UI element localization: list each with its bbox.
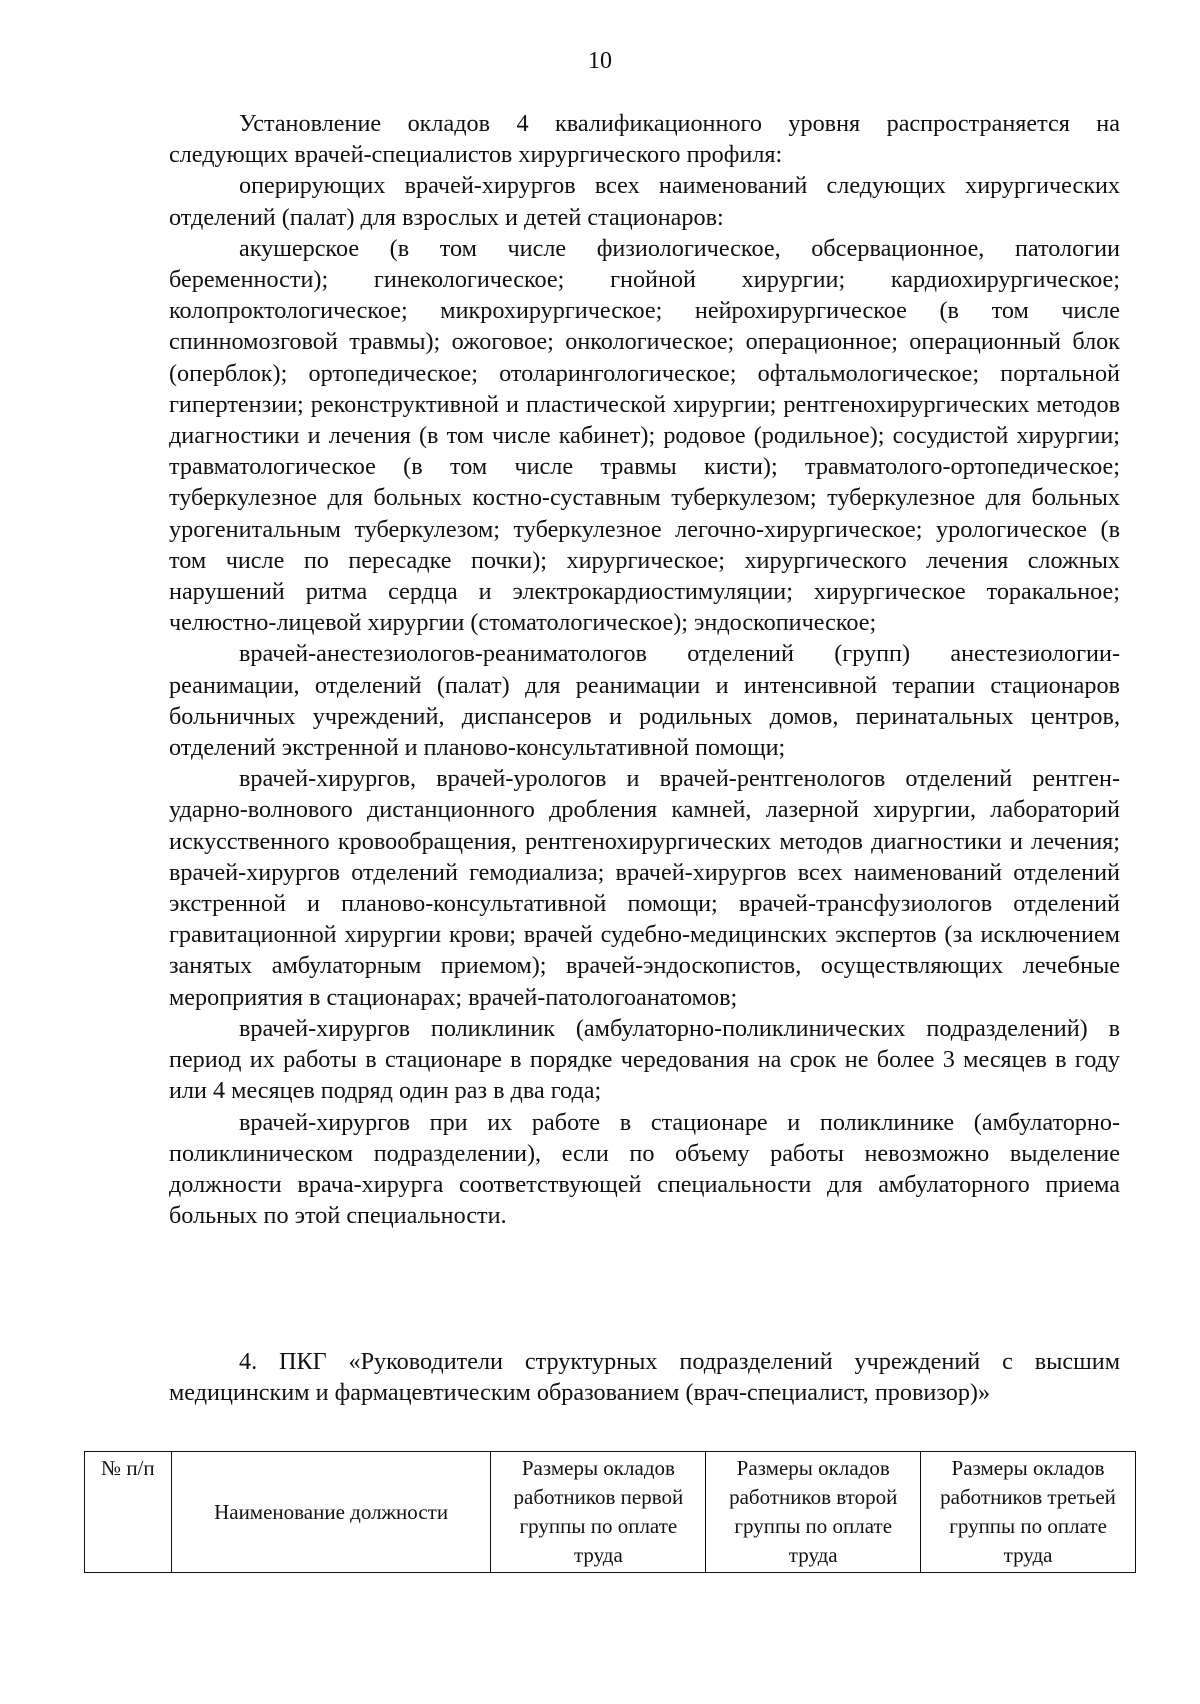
table-header-row	[85, 1452, 1136, 1573]
paragraph: Установление окладов 4 квалификационного уровня распространяется на следующих врачей-специалистов хирургического профиля:	[169, 110, 1120, 169]
section-heading: 4. ПКГ «Руководители структурных подразделений учреждений с высшим медицинским и фармацевтическим образованием (врач-специалист, провизор)»	[169, 1348, 1120, 1407]
header-group-3-salary: Размеры окладов работников третьей группы по оплате труда	[921, 1452, 1136, 1573]
paragraph: акушерское (в том числе физиологическое, обсервационное, патологии беременности); гинекологическое; гнойной хирургии; кардиохирургическое; колопроктологическое; микрохирургическое; нейрохирургическое (в том числе спинномозговой травмы); ожоговое; онкологическое; операционное; операционный блок (оперблок); ортопедическое; отоларингологическое; офтальмологическое; портальной гипертензии; реконструктивной и пластической хирургии; рентгенохирургических методов диагностики и лечения (в том числе кабинет); родовое (родильное); сосудистой хирургии; травматологическое (в том числе травмы кисти); травматолого-ортопедическое; туберкулезное для больных костно-суставным туберкулезом; туберкулезное для больных урогенитальным туберкулезом; туберкулезное легочно-хирургическое; урологическое (в том числе по пересадке почки); хирургическое; хирургического лечения сложных нарушений ритма сердца и электрокардиостимуляции; хирургическое торакальное; челюстно-лицевой хирургии (стоматологическое); эндоскопическое;	[169, 234, 1120, 637]
header-group-2-salary: Размеры окладов работников второй группы по оплате труда	[706, 1452, 921, 1573]
header-position-name: Наименование должности	[171, 1452, 491, 1573]
header-group-1-salary: Размеры окладов работников первой группы по оплате труда	[491, 1452, 706, 1573]
page-number: 10	[588, 48, 612, 74]
header-number: № п/п	[85, 1452, 172, 1573]
paragraph: оперирующих врачей-хирургов всех наименований следующих хирургических отделений (палат) для взрослых и детей стационаров:	[169, 172, 1120, 231]
paragraph: врачей-анестезиологов-реаниматологов отделений (групп) анестезиологии-реанимации, отделений (палат) для реанимации и интенсивной терапии стационаров больничных учреждений, диспансеров и родильных домов, перинатальных центров, отделений экстренной и планово-консультативной помощи;	[169, 640, 1120, 762]
paragraph: врачей-хирургов при их работе в стационаре и поликлинике (амбулаторно-поликлиническом подразделении), если по объему работы невозможно выделение должности врача-хирурга соответствующей специальности для амбулаторного приема больных по этой специальности.	[169, 1108, 1120, 1230]
salary-table	[84, 1451, 1136, 1573]
body-text	[169, 108, 1120, 1231]
paragraph: врачей-хирургов поликлиник (амбулаторно-поликлинических подразделений) в период их работы в стационаре в порядке чередования на срок не более 3 месяцев в году или 4 месяцев подряд один раз в два года;	[169, 1014, 1120, 1105]
paragraph: врачей-хирургов, врачей-урологов и врачей-рентгенологов отделений рентген-ударно-волнового дистанционного дробления камней, лазерной хирургии, лабораторий искусственного кровообращения, рентгенохирургических методов диагностики и лечения; врачей-хирургов отделений гемодиализа; врачей-хирургов всех наименований отделений экстренной и планово-консультативной помощи; врачей-трансфузиологов отделений гравитационной хирургии крови; врачей судебно-медицинских экспертов (за исключением занятых амбулаторным приемом); врачей-эндоскопистов, осуществляющих лечебные мероприятия в стационарах; врачей-патологоанатомов;	[169, 765, 1120, 1011]
